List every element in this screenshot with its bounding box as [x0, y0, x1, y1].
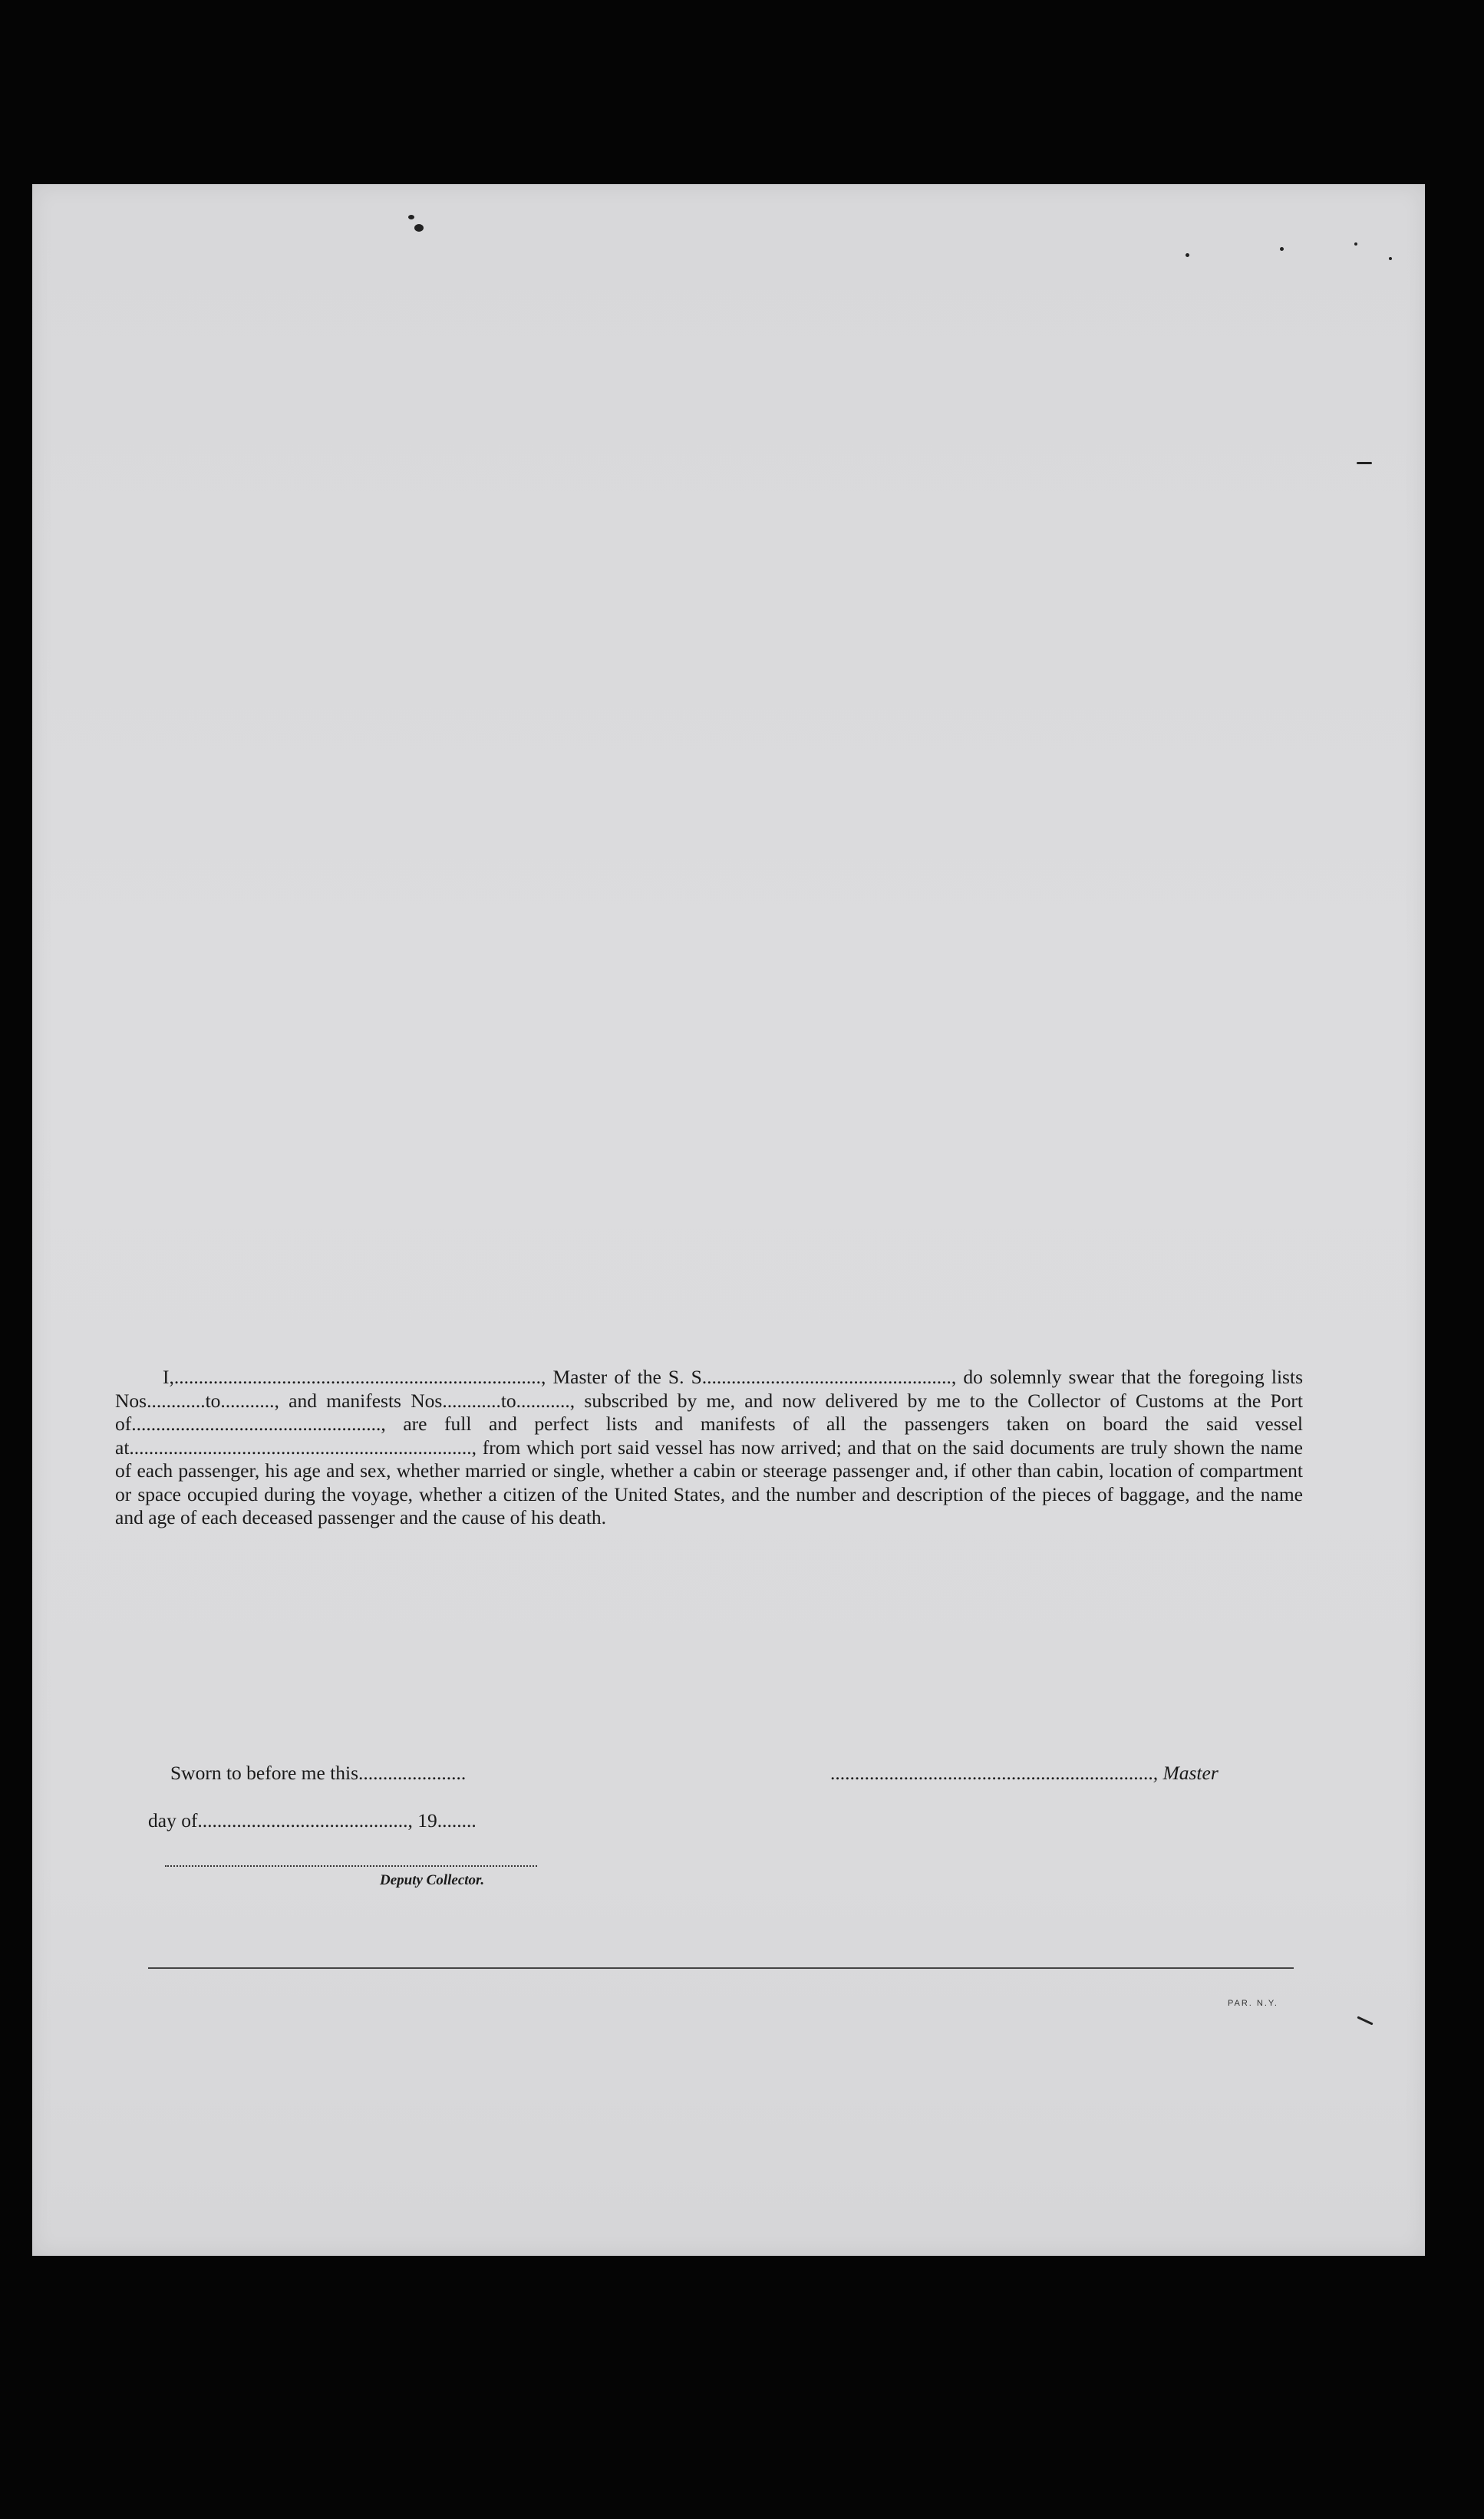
master-oath-paragraph	[115, 1366, 1303, 1530]
bottom-rule	[148, 1967, 1294, 1969]
day-line	[148, 1809, 477, 1832]
ink-speck	[414, 224, 424, 232]
deputy-signature-line	[165, 1865, 537, 1867]
master-label: , Master	[1153, 1762, 1219, 1784]
ink-speck	[408, 215, 414, 219]
sworn-text: Sworn to before me this......................	[170, 1762, 467, 1784]
ink-speck	[1186, 253, 1189, 257]
oath-text: I,..........................................................................., Master of the S. S..................................................., do solemnly swear that the foregoing lists Nos............to..........., and manifests Nos............to..........., subscribed by me, and now delivered by me to the Collector of Customs at the Port of..................................................., are full and perfect lists and manifests of all the passengers taken on board the said vessel at......................................................................, from which port said vessel has now arrived; and that on the said documents are truly shown the name of each passenger, his age and sex, whether married or single, whether a cabin or steerage passenger and, if other than cabin, location of compartment or space occupied during the voyage, whether a citizen of the United States, and the number and description of the pieces of baggage, and the name and age of each deceased passenger and the cause of his death.	[115, 1366, 1303, 1528]
deputy-collector-label: Deputy Collector.	[380, 1872, 485, 1888]
ink-speck	[1389, 257, 1392, 260]
ink-speck	[1357, 462, 1372, 464]
sworn-line	[170, 1762, 466, 1785]
ink-speck	[1354, 242, 1357, 246]
ink-speck	[1280, 247, 1284, 251]
day-text: day of..........................................., 19........	[148, 1809, 477, 1832]
printer-mark: PAR. N.Y.	[1228, 1999, 1278, 2008]
master-signature-line	[830, 1762, 1219, 1785]
master-dots: ..................................................................	[830, 1762, 1153, 1784]
manifest-page	[32, 184, 1425, 2256]
